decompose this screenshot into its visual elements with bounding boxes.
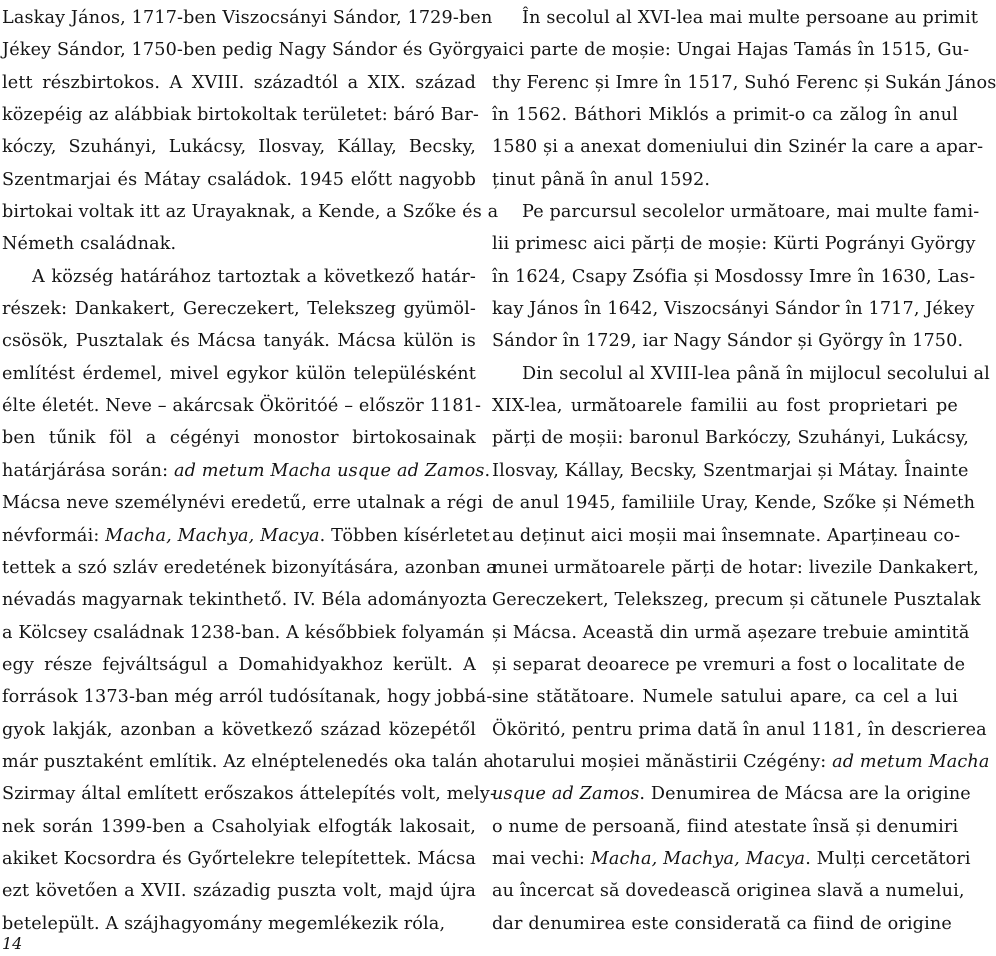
right-line-7: Pe parcursul secolelor următoare, mai multe fami- (522, 202, 980, 223)
left-line-1: Laskay János, 1717-ben Viszocsányi Sándor, 1729-ben (2, 8, 493, 28)
left-line-29: betelepült. A szájhagyomány megemlékezik róla, (2, 913, 446, 934)
right-line-11: Sándor în 1729, iar Nagy Sándor și György în 1750. (492, 331, 964, 352)
left-line-5: kóczy, Szuhányi, Lukácsy, Ilosvay, Kállay, Becsky, (2, 137, 476, 158)
left-italic-latin-quote: ad metum Macha usque ad Zamos (173, 460, 485, 481)
right-italic-latin-quote-1: ad metum Macha (832, 751, 990, 772)
left-line-17 (2, 520, 490, 552)
left-column (2, 2, 499, 940)
right-column (492, 2, 996, 940)
right-line-25-tail: . Denumirea de Mácsa are la origine (639, 784, 971, 805)
left-line-10: részek: Dankakert, Gereczekert, Telekszeg gyümöl- (2, 299, 476, 320)
left-line-15-text: határjárása során: (2, 460, 174, 481)
right-line-23: Ököritó, pentru prima dată în anul 1181, în descrierea (492, 719, 987, 740)
left-line-15 (2, 455, 491, 487)
left-line-28: ezt követően a XVII. századig puszta volt, majd újra (2, 881, 476, 902)
right-line-26: o nume de persoană, fiind atestate însă și denumiri (492, 816, 959, 837)
right-line-9: în 1624, Csapy Zsófia și Mosdossy Imre în 1630, Las- (492, 266, 976, 287)
right-line-28: au încercat să dovedească originea slavă a numelui, (492, 881, 965, 902)
right-line-22: sine stătătoare. Numele satului apare, ca cel a lui (492, 687, 958, 708)
left-line-16: Mácsa neve személynévi eredetű, erre utalnak a régi (2, 493, 484, 514)
left-line-23: gyok lakják, azonban a következő század közepétől (2, 719, 476, 740)
left-line-7: birtokai voltak itt az Urayaknak, a Kende, a Szőke és a (2, 202, 499, 223)
left-line-6: Szentmarjai és Mátay családok. 1945 előtt nagyobb (2, 169, 476, 190)
right-italic-name-forms: Macha, Machya, Macya (590, 848, 806, 869)
right-line-27 (492, 843, 971, 875)
right-line-13: XIX-lea, următoarele familii au fost proprietari pe (492, 396, 958, 417)
left-line-21: egy része fejváltságul a Domahidyakhoz került. A (2, 654, 476, 675)
right-line-15: Ilosvay, Kállay, Becsky, Szentmarjai și Mátay. Înainte (492, 460, 969, 481)
left-italic-name-forms: Macha, Machya, Macya (105, 525, 320, 546)
left-line-20: a Kölcsey családnak 1238-ban. A későbbiek folyamán (2, 622, 485, 643)
right-line-19: Gereczekert, Telekszeg, precum și cătunele Pusztalak (492, 590, 981, 611)
right-line-29: dar denumirea este considerată ca fiind de origine (492, 913, 952, 934)
right-line-1: În secolul al XVI-lea mai multe persoane au primit (522, 8, 979, 28)
right-line-2: aici parte de moșie: Ungai Hajas Tamás în 1515, Gu- (492, 40, 970, 61)
left-line-19: névadás magyarnak tekinthető. IV. Béla adományozta (2, 590, 488, 611)
left-line-4: közepéig az alábbiak birtokoltak területet: báró Bar- (2, 105, 480, 126)
right-line-14: părți de moșii: baronul Barkóczy, Szuhányi, Lukácsy, (492, 428, 970, 449)
left-line-22: források 1373-ban még arról tudósítanak, hogy jobbá- (2, 687, 493, 708)
right-line-17: au deținut aici moșii mai însemnate. Aparțineau co- (492, 525, 961, 546)
right-line-20: și Mácsa. Această din urmă așezare trebuie amintită (492, 622, 970, 643)
left-line-26: nek során 1399-ben a Csaholyiak elfogták lakosait, (2, 816, 476, 837)
right-line-27-text: mai vechi: (492, 848, 591, 869)
left-line-11: csösök, Pusztalak és Mácsa tanyák. Mácsa külön is (2, 331, 476, 352)
left-line-14: ben tűnik föl a cégényi monostor birtokosainak (2, 428, 476, 449)
left-line-15-tail: . (484, 460, 491, 481)
left-line-13: élte életét. Neve – akárcsak Ököritóé – először 1181- (2, 396, 482, 417)
left-line-17-tail: . Többen kísérletet (319, 525, 490, 546)
left-line-2: Jékey Sándor, 1750-ben pedig Nagy Sándor és György (2, 40, 494, 61)
left-line-17-text: névformái: (2, 525, 106, 546)
page-number: 14 (2, 934, 23, 953)
left-line-9: A község határához tartoztak a következő határ- (32, 266, 476, 287)
right-italic-latin-quote-2: usque ad Zamos (492, 784, 640, 805)
right-line-24 (492, 746, 990, 778)
left-line-25: Szirmay által említett erőszakos áttelepítés volt, mely- (2, 784, 497, 805)
left-line-8: Németh családnak. (2, 234, 177, 255)
right-line-27-tail: . Mulți cercetători (805, 848, 971, 869)
right-line-18: munei următoarele părți de hotar: livezile Dankakert, (492, 557, 979, 578)
right-line-21: și separat deoarece pe vremuri a fost o localitate de (492, 654, 966, 675)
right-line-5: 1580 și a anexat domeniului din Szinér la care a apar- (492, 137, 984, 158)
right-line-16: de anul 1945, familiile Uray, Kende, Szőke și Németh (492, 493, 976, 514)
right-line-3: thy Ferenc și Imre în 1517, Suhó Ferenc și Sukán János (492, 72, 996, 93)
right-line-6: ținut până în anul 1592. (492, 169, 711, 190)
left-line-12: említést érdemel, mivel egykor külön településként (2, 363, 476, 384)
right-line-8: lii primesc aici părți de moșie: Kürti Pogrányi György (492, 234, 976, 255)
left-line-3: lett részbirtokos. A XVIII. századtól a XIX. század (2, 72, 476, 93)
right-line-12: Din secolul al XVIII-lea până în mijlocul secolului al (522, 363, 990, 384)
left-line-24: már pusztaként említik. Az elnéptelenedés oka talán a (2, 751, 495, 772)
right-line-25 (492, 778, 971, 810)
left-line-27: akiket Kocsordra és Győrtelekre telepítettek. Mácsa (2, 848, 476, 869)
right-line-4: în 1562. Báthori Miklós a primit-o ca zălog în anul (492, 105, 958, 126)
right-line-24-text: hotarului moșiei mănăstirii Czégény: (492, 751, 833, 772)
right-line-10: kay János în 1642, Viszocsányi Sándor în 1717, Jékey (492, 299, 975, 320)
left-line-18: tettek a szó szláv eredetének bizonyítására, azonban a (2, 557, 497, 578)
